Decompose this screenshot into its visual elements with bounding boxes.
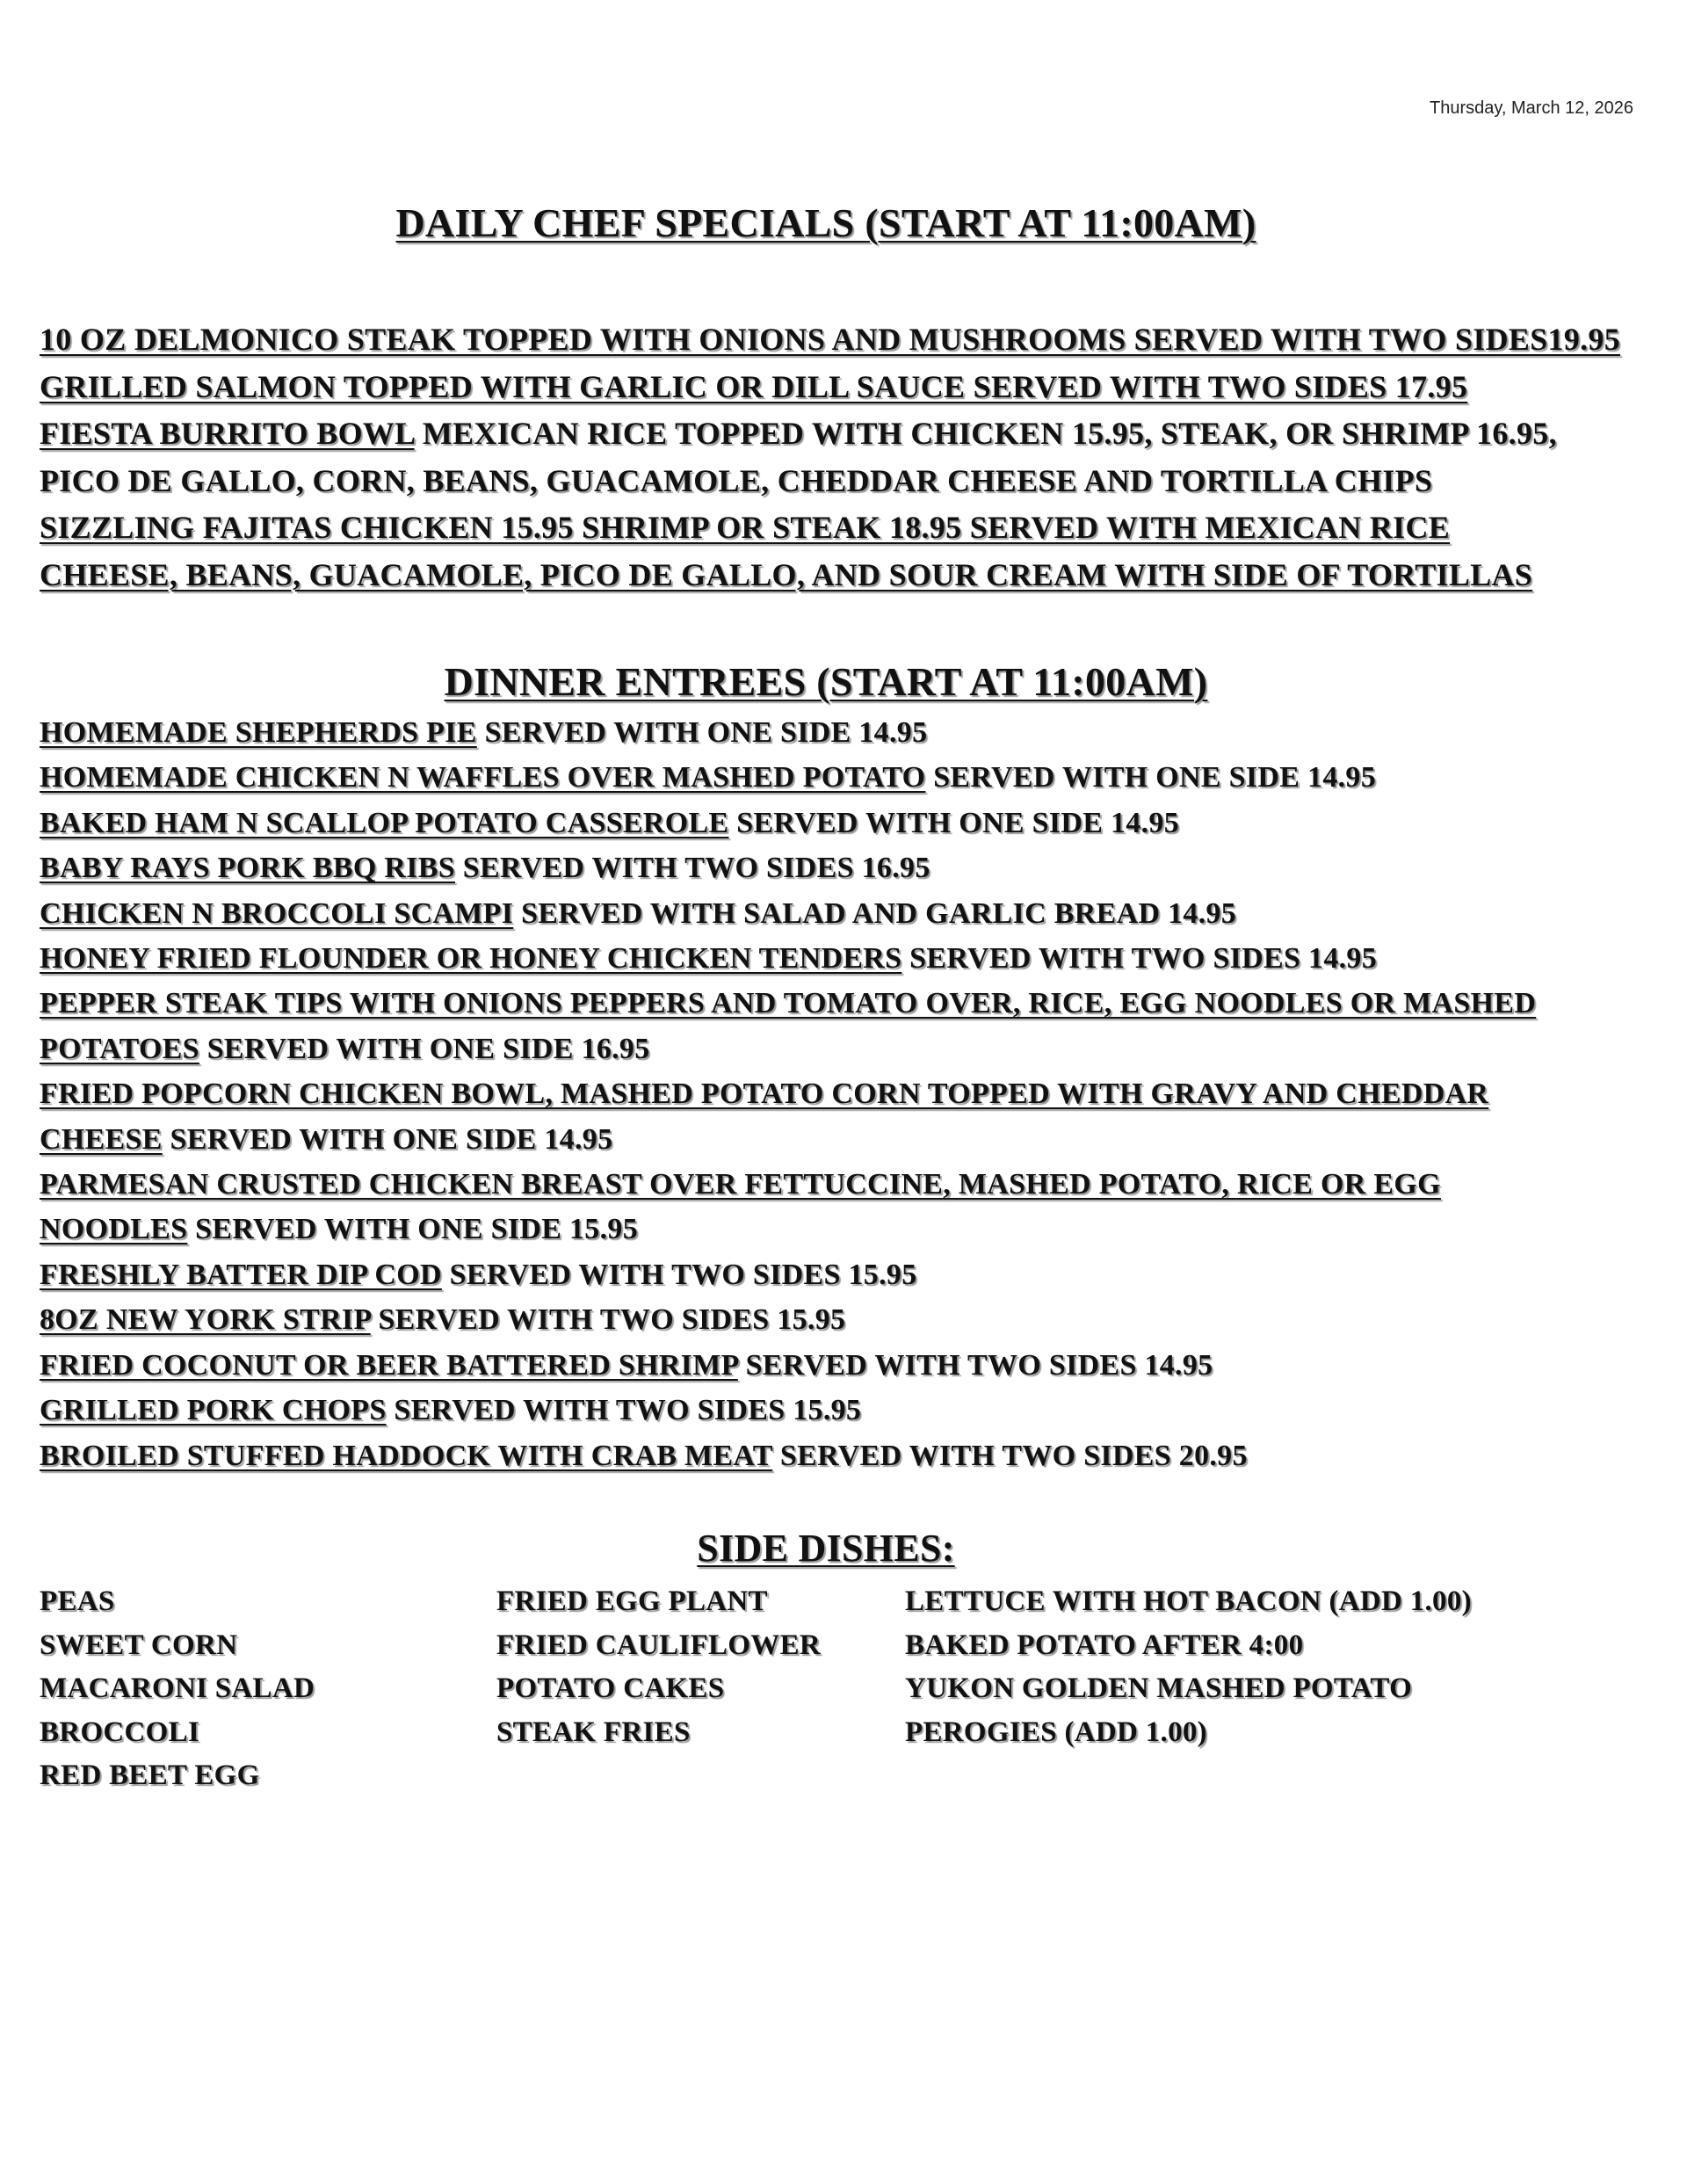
special-text: GRILLED SALMON TOPPED WITH GARLIC OR DILL SAUCE SERVED WITH TWO SIDES 17.95 [40, 368, 1468, 404]
entree-detail: SERVED WITH ONE SIDE 14.95 [162, 1122, 613, 1156]
entree-line [40, 801, 1586, 845]
specials-heading [40, 199, 1612, 248]
entree-line [40, 936, 1586, 981]
sides-column-2 [496, 1580, 821, 1754]
entree-name: PEPPER STEAK TIPS WITH ONIONS PEPPERS AND TOMATO OVER, RICE, EGG NOODLES OR MASHED [40, 987, 1537, 1020]
entree-name: HONEY FRIED FLOUNDER OR HONEY CHICKEN TENDERS [40, 942, 902, 976]
entree-line [40, 981, 1586, 1026]
special-text-plain: MEXICAN RICE TOPPED WITH CHICKEN 15.95, STEAK, OR SHRIMP 16.95, [414, 416, 1557, 452]
entree-line [40, 1388, 1586, 1433]
entree-detail: SERVED WITH ONE SIDE 14.95 [728, 806, 1180, 839]
entree-line [40, 1162, 1586, 1207]
sides-column-1 [40, 1580, 315, 1798]
entree-line [40, 1027, 1586, 1071]
entree-name: FRIED POPCORN CHICKEN BOWL, MASHED POTATO CORN TOPPED WITH GRAVY AND CHEDDAR [40, 1077, 1489, 1111]
special-line [40, 364, 1656, 411]
side-item: YUKON GOLDEN MASHED POTATO [905, 1672, 1413, 1704]
entree-detail: SERVED WITH ONE SIDE 14.95 [925, 761, 1377, 795]
entree-name: GRILLED PORK CHOPS [40, 1394, 387, 1427]
side-item: FRIED CAULIFLOWER [496, 1629, 822, 1661]
special-line [40, 504, 1656, 552]
entrees-heading [40, 657, 1612, 707]
entree-detail: SERVED WITH TWO SIDES 15.95 [386, 1394, 862, 1427]
side-item: FRIED EGG PLANT [496, 1585, 768, 1617]
special-line [40, 316, 1656, 364]
special-text: CHEESE, BEANS, GUACAMOLE, PICO DE GALLO, AND SOUR CREAM WITH SIDE OF TORTILLAS [40, 556, 1533, 592]
entree-line [40, 1343, 1586, 1388]
side-item: PEAS [40, 1585, 115, 1617]
side-item: MACARONI SALAD [40, 1672, 315, 1704]
entree-name: BAKED HAM N SCALLOP POTATO CASSEROLE [40, 806, 729, 839]
entree-name: POTATOES [40, 1032, 199, 1065]
entree-line [40, 1297, 1586, 1342]
entree-name: CHEESE [40, 1122, 163, 1156]
side-item: PEROGIES (ADD 1.00) [905, 1716, 1207, 1748]
side-item: BROCCOLI [40, 1716, 200, 1748]
specials-heading-text: DAILY CHEF SPECIALS (START AT 11:00AM) [395, 200, 1256, 245]
print-date: Thursday, March 12, 2026 [1430, 98, 1633, 118]
entree-line [40, 755, 1586, 800]
sides-heading [40, 1524, 1612, 1573]
entree-line [40, 1433, 1586, 1478]
entree-name: HOMEMADE SHEPHERDS PIE [40, 716, 477, 749]
entree-line [40, 845, 1586, 890]
entree-name: HOMEMADE CHICKEN N WAFFLES OVER MASHED POTATO [40, 761, 926, 795]
entree-name: BABY RAYS PORK BBQ RIBS [40, 852, 455, 885]
entree-detail: SERVED WITH TWO SIDES 15.95 [441, 1258, 917, 1291]
entree-detail: SERVED WITH TWO SIDES 20.95 [772, 1439, 1248, 1472]
side-item: BAKED POTATO AFTER 4:00 [905, 1629, 1304, 1661]
side-item: STEAK FRIES [496, 1716, 691, 1748]
special-text-plain: PICO DE GALLO, CORN, BEANS, GUACAMOLE, CHEDDAR CHEESE AND TORTILLA CHIPS [40, 462, 1433, 498]
side-item: RED BEET EGG [40, 1760, 260, 1791]
entree-detail: SERVED WITH TWO SIDES 16.95 [454, 852, 930, 885]
entree-name: PARMESAN CRUSTED CHICKEN BREAST OVER FETTUCCINE, MASHED POTATO, RICE OR EGG [40, 1168, 1441, 1201]
entree-name: NOODLES [40, 1213, 188, 1246]
entrees-list [40, 710, 1586, 1478]
entree-line [40, 1252, 1586, 1297]
entree-detail: SERVED WITH ONE SIDE 16.95 [199, 1032, 650, 1065]
entree-name: CHICKEN N BROCCOLI SCAMPI [40, 896, 514, 930]
sides-column-3 [905, 1580, 1472, 1754]
entree-detail: SERVED WITH TWO SIDES 14.95 [901, 942, 1378, 976]
entree-name: FRESHLY BATTER DIP COD [40, 1258, 442, 1291]
side-item: LETTUCE WITH HOT BACON (ADD 1.00) [905, 1585, 1472, 1617]
entree-name: FRIED COCONUT OR BEER BATTERED SHRIMP [40, 1348, 738, 1382]
entree-line [40, 710, 1586, 755]
entree-detail: SERVED WITH ONE SIDE 15.95 [187, 1213, 638, 1246]
special-line [40, 552, 1656, 599]
entree-name: BROILED STUFFED HADDOCK WITH CRAB MEAT [40, 1439, 773, 1472]
entree-detail: SERVED WITH TWO SIDES 14.95 [737, 1348, 1213, 1382]
sides-heading-text: SIDE DISHES: [697, 1527, 955, 1570]
entree-detail: SERVED WITH ONE SIDE 14.95 [476, 716, 928, 749]
special-line [40, 458, 1656, 505]
entree-detail: SERVED WITH TWO SIDES 15.95 [370, 1303, 846, 1337]
special-text: SIZZLING FAJITAS CHICKEN 15.95 SHRIMP OR STEAK 18.95 SERVED WITH MEXICAN RICE [40, 510, 1451, 546]
entree-line [40, 1117, 1586, 1162]
special-text: FIESTA BURRITO BOWL [40, 416, 415, 452]
special-text: 10 OZ DELMONICO STEAK TOPPED WITH ONIONS AND MUSHROOMS SERVED WITH TWO SIDES19.95 [40, 322, 1621, 357]
entree-detail: SERVED WITH SALAD AND GARLIC BREAD 14.95 [513, 896, 1237, 930]
special-line [40, 410, 1656, 458]
side-item: POTATO CAKES [496, 1672, 725, 1704]
entrees-heading-text: DINNER ENTREES (START AT 11:00AM) [444, 659, 1208, 704]
entree-line [40, 1207, 1586, 1252]
specials-list [40, 316, 1656, 599]
entree-name: 8OZ NEW YORK STRIP [40, 1303, 371, 1337]
entree-line [40, 891, 1586, 936]
entree-line [40, 1071, 1586, 1116]
side-item: SWEET CORN [40, 1629, 238, 1661]
